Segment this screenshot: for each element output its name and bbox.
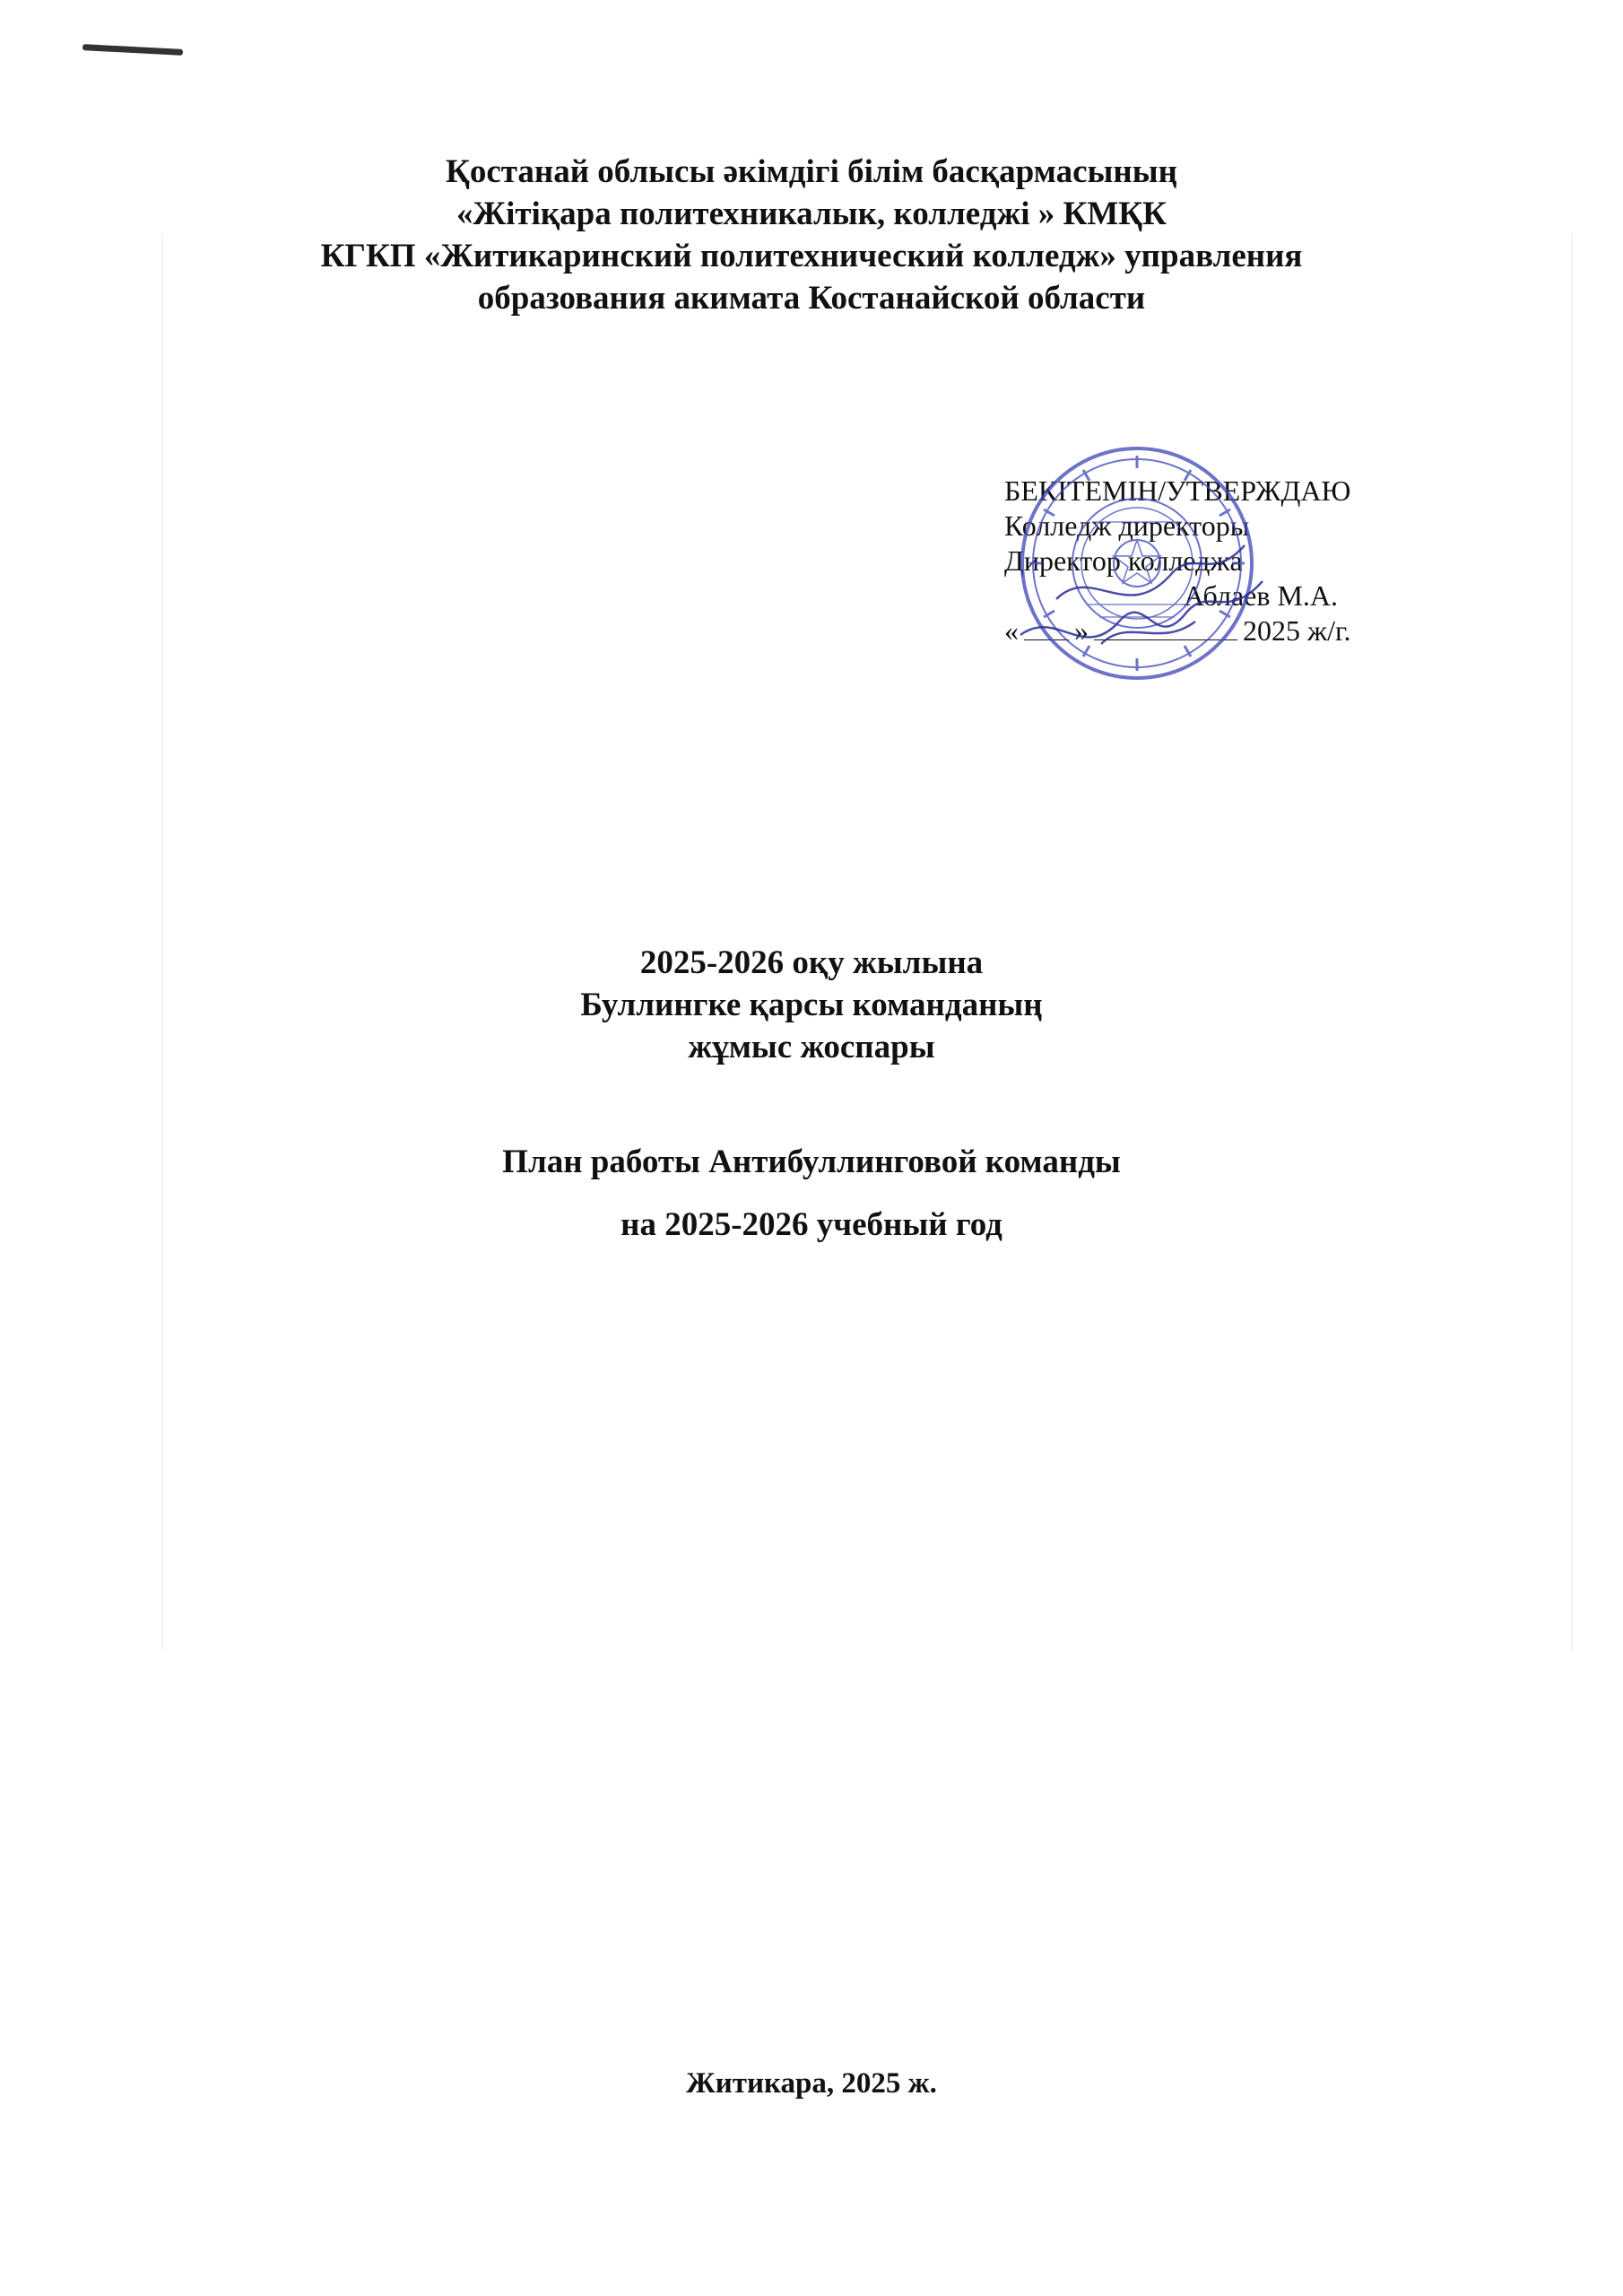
scan-artifact-mark [82,44,183,56]
approval-position-kz: Колледж директоры [1004,509,1250,542]
title-kazakh [0,942,1623,1068]
date-open-quote: « [1004,614,1019,647]
approval-title: БЕКІТЕМІН/УТВЕРЖДАЮ [1004,474,1351,507]
title-kz-line-1: 2025-2026 оқу жылына [639,944,984,981]
date-year: 2025 ж/г. [1243,614,1351,647]
date-close-quote: » [1074,614,1089,647]
college-seal-icon [1002,429,1271,698]
approval-position-ru: Директор колледжа [1004,544,1243,577]
title-kz-line-2: Буллингке қарсы команданың [580,987,1043,1023]
header-line-2: «Жітіқара политехникалык, колледжі » КМҚК [456,196,1167,232]
header-line-4: образования акимата Костанайской области [477,280,1146,317]
footer-place-year: Житикара, 2025 ж. [686,2067,937,2100]
header-line-1: Қостанай облысы әкімдігі білім басқармасының [446,153,1177,190]
header-line-3: КГКП «Житикаринский политехнический колледж» управления [320,238,1303,274]
title-russian-year: на 2025-2026 учебный год [621,1206,1002,1243]
approval-signature-name: Аблаев М.А. [1184,579,1339,612]
title-kz-line-3: жұмыс жоспары [688,1029,935,1065]
organization-header [0,151,1623,319]
title-russian: План работы Антибуллинговой команды [502,1144,1121,1180]
